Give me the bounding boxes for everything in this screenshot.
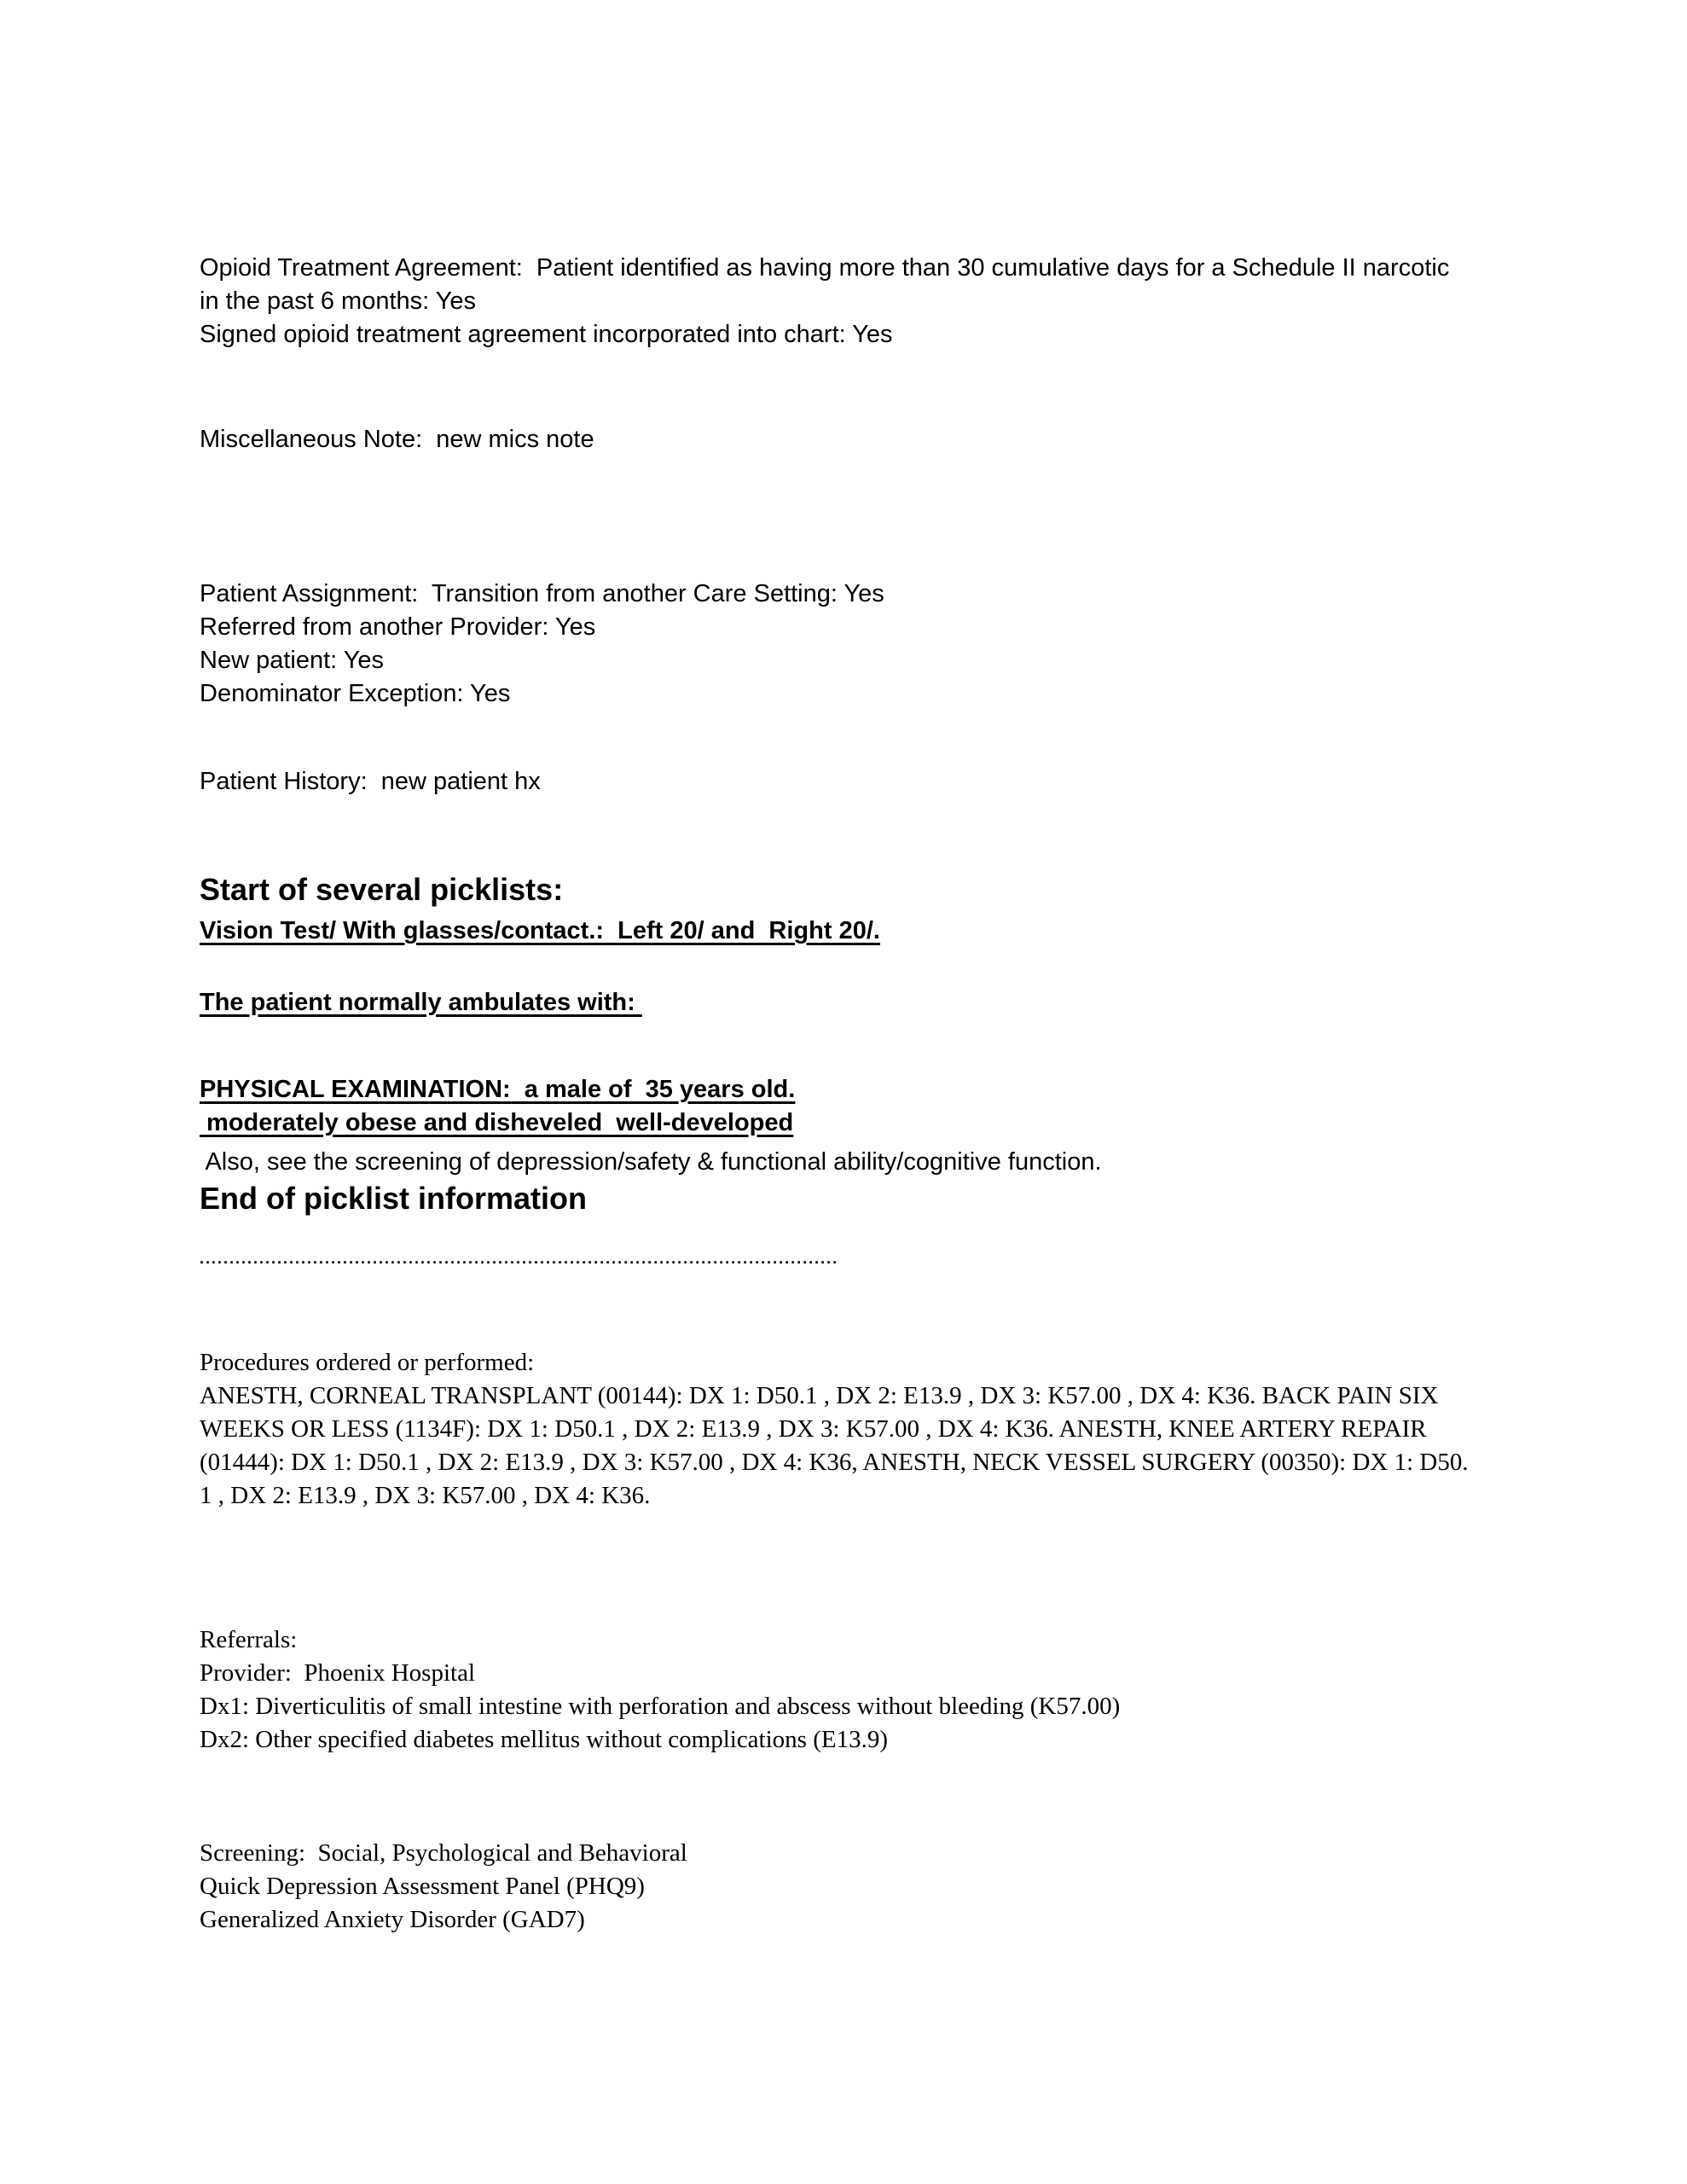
opioid-agreement-line-2: in the past 6 months: Yes [200, 288, 477, 315]
referrals-dx1-line: Dx1: Diverticulitis of small intestine with perforation and abscess without bleeding (K57.00) [200, 1693, 1121, 1720]
patient-history-line: Patient History: new patient hx [200, 768, 541, 795]
patient-history-section [200, 765, 1653, 799]
referrals-section [200, 1623, 1653, 1757]
patient-assignment-line-2: Referred from another Provider: Yes [200, 613, 596, 641]
patient-assignment-line-4: Denominator Exception: Yes [200, 680, 511, 707]
screening-reference-line: Also, see the screening of depression/safety & functional ability/cognitive function. [200, 1148, 1102, 1176]
procedures-line-2: WEEKS OR LESS (1134F): DX 1: D50.1 , DX 2: E13.9 , DX 3: K57.00 , DX 4: K36. ANESTH, KNEE ARTERY REPAIR [200, 1415, 1427, 1443]
opioid-treatment-section [200, 252, 1653, 351]
screening-section [200, 1837, 1653, 1937]
opioid-agreement-line-3: Signed opioid treatment agreement incorporated into chart: Yes [200, 321, 893, 348]
miscellaneous-note-section [200, 423, 1653, 456]
screening-gad7-line: Generalized Anxiety Disorder (GAD7) [200, 1906, 585, 1933]
dotted-divider: ........................................................................................................... [200, 1250, 839, 1267]
procedures-line-1: ANESTH, CORNEAL TRANSPLANT (00144): DX 1: D50.1 , DX 2: E13.9 , DX 3: K57.00 , DX 4: K36. BACK PAIN SIX [200, 1382, 1439, 1409]
physical-examination-section [200, 1073, 1653, 1140]
physical-exam-line-2: moderately obese and disheveled well-developed [200, 1109, 794, 1136]
patient-assignment-section [200, 578, 1653, 711]
procedures-line-3: (01444): DX 1: D50.1 , DX 2: E13.9 , DX 3: K57.00 , DX 4: K36, ANESTH, NECK VESSEL SURGERY (00350): DX 1: D50. [200, 1449, 1469, 1476]
referrals-dx2-line: Dx2: Other specified diabetes mellitus without complications (E13.9) [200, 1726, 888, 1753]
procedures-line-4: 1 , DX 2: E13.9 , DX 3: K57.00 , DX 4: K36. [200, 1482, 651, 1509]
patient-assignment-line-1: Patient Assignment: Transition from another Care Setting: Yes [200, 580, 884, 607]
picklists-start-heading: Start of several picklists: [200, 872, 564, 907]
physical-exam-line-1: PHYSICAL EXAMINATION: a male of 35 years old. [200, 1076, 796, 1103]
screening-label-line: Screening: Social, Psychological and Behavioral [200, 1839, 687, 1867]
procedures-label: Procedures ordered or performed: [200, 1349, 535, 1376]
picklists-end-heading: End of picklist information [200, 1181, 588, 1216]
referrals-label: Referrals: [200, 1626, 298, 1653]
ambulates-line: The patient normally ambulates with: [200, 989, 642, 1016]
referrals-provider-line: Provider: Phoenix Hospital [200, 1659, 476, 1687]
procedures-section [200, 1346, 1653, 1513]
vision-test-line: Vision Test/ With glasses/contact.: Left 20/ and Right 20/. [200, 917, 880, 944]
miscellaneous-note-line: Miscellaneous Note: new mics note [200, 426, 594, 453]
patient-assignment-line-3: New patient: Yes [200, 647, 385, 674]
opioid-agreement-line-1: Opioid Treatment Agreement: Patient identified as having more than 30 cumulative days for a Schedule II narcotic [200, 254, 1450, 282]
screening-phq9-line: Quick Depression Assessment Panel (PHQ9) [200, 1873, 645, 1900]
